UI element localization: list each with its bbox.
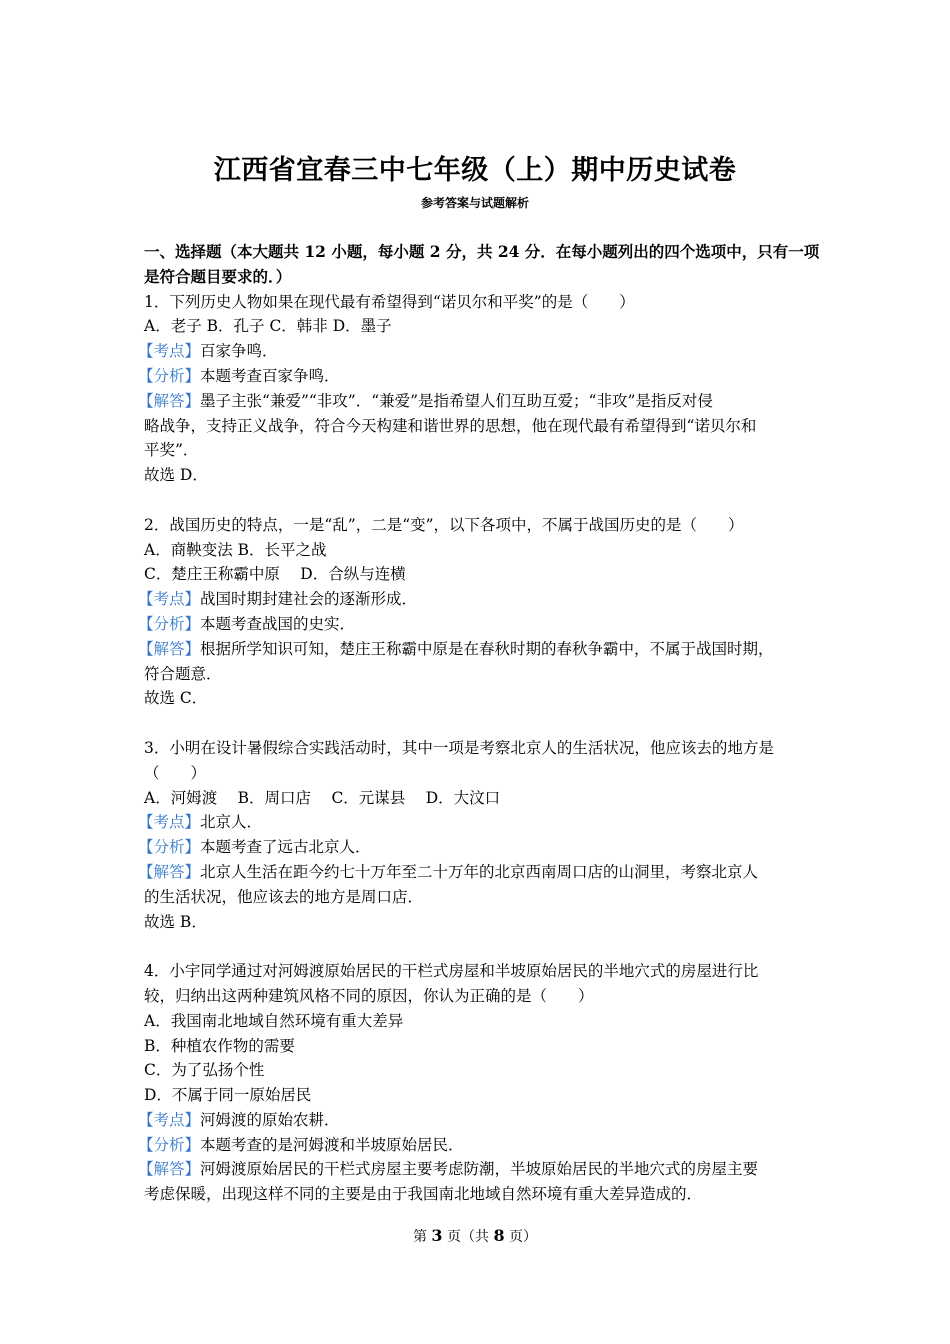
question-stem-continuation: 较，归纳出这两种建筑风格不同的原因，你认为正确的是（ ）	[144, 986, 594, 1005]
page-footer	[0, 1226, 950, 1246]
jieda-line	[138, 860, 808, 885]
jieda-continuation: 的生活状况，他应该去的地方是周口店．	[144, 887, 424, 906]
footer-suffix: 页）	[509, 1229, 538, 1245]
footer-prefix: 第	[412, 1229, 427, 1245]
fenxi-text: 本题考查战国的史实．	[200, 614, 356, 633]
kaodian-text: 战国时期封建社会的逐渐形成．	[200, 590, 418, 609]
question-option: A．我国南北地域自然环境有重大差异	[144, 1011, 404, 1030]
question-options: A．商鞅变法 B．长平之战	[144, 540, 327, 559]
jieda-continuation: 考虑保暖，出现这样不同的主要是由于我国南北地域自然环境有重大差异造成的．	[144, 1185, 703, 1204]
footer-page-number: 3	[431, 1226, 443, 1245]
jieda-label: 【解答】	[138, 1160, 201, 1179]
fenxi-line	[138, 1133, 808, 1158]
jieda-line	[138, 637, 808, 662]
jieda-label: 【解答】	[138, 862, 201, 881]
kaodian-label: 【考点】	[138, 342, 201, 361]
question-stem-continuation: （ ）	[144, 763, 207, 782]
jieda-line	[138, 1157, 808, 1182]
fenxi-label: 【分析】	[138, 366, 201, 385]
kaodian-text: 北京人．	[200, 813, 263, 832]
question-stem: 4．小宇同学通过对河姆渡原始居民的干栏式房屋和半坡原始居民的半地穴式的房屋进行比	[144, 962, 759, 981]
kaodian-label: 【考点】	[138, 813, 201, 832]
fenxi-label: 【分析】	[138, 838, 201, 857]
footer-middle: 页（共	[447, 1229, 489, 1245]
fenxi-line	[138, 364, 808, 389]
fenxi-text: 本题考查的是河姆渡和半坡原始居民．	[200, 1135, 464, 1154]
question-options: A．老子 B．孔子 C．韩非 D．墨子	[144, 317, 392, 336]
question-3	[138, 736, 808, 934]
question-2	[138, 513, 808, 711]
kaodian-text: 百家争鸣．	[200, 342, 278, 361]
fenxi-line	[138, 612, 808, 637]
answer-line: 故选 D．	[144, 466, 208, 485]
spacer	[144, 711, 808, 736]
section-heading-line-1: 一、选择题（本大题共 12 小题，每小题 2 分，共 24 分．在每小题列出的四个选项中，只有一项	[144, 242, 820, 261]
spacer	[144, 934, 808, 959]
kaodian-text: 河姆渡的原始农耕．	[200, 1110, 340, 1129]
jieda-line	[138, 389, 808, 414]
page-subtitle: 参考答案与试题解析	[420, 196, 529, 210]
spacer	[144, 488, 808, 513]
jieda-text: 河姆渡原始居民的干栏式房屋主要考虑防潮，半坡原始居民的半地穴式的房屋主要	[200, 1160, 759, 1179]
jieda-label: 【解答】	[138, 639, 201, 658]
question-option: C．为了弘扬个性	[144, 1061, 265, 1080]
jieda-continuation: 符合题意．	[144, 664, 222, 683]
kaodian-label: 【考点】	[138, 1110, 201, 1129]
question-option: D．不属于同一原始居民	[144, 1086, 312, 1105]
fenxi-line	[138, 835, 808, 860]
question-options: A．河姆渡 B．周口店 C．元谋县 D．大汶口	[144, 788, 501, 807]
question-stem: 2．战国历史的特点，一是“乱”，二是“变”，以下各项中，不属于战国历史的是（ ）	[144, 515, 744, 534]
jieda-label: 【解答】	[138, 391, 201, 410]
kaodian-line	[138, 1108, 808, 1133]
question-4	[138, 959, 808, 1207]
question-options: C．楚庄王称霸中原 D．合纵与连横	[144, 565, 406, 584]
kaodian-line	[138, 810, 808, 835]
jieda-continuation: 平奖”．	[144, 441, 199, 460]
answer-line: 故选 C．	[144, 689, 208, 708]
jieda-text: 墨子主张“兼爱”“非攻”．“兼爱”是指希望人们互助互爱；“非攻”是指反对侵	[200, 391, 713, 410]
kaodian-label: 【考点】	[138, 590, 201, 609]
question-option: B．种植农作物的需要	[144, 1036, 295, 1055]
section-heading-line-2: 是符合题目要求的．）	[144, 266, 292, 286]
fenxi-text: 本题考查百家争鸣．	[200, 366, 340, 385]
jieda-continuation: 略战争，支持正义战争，符合今天构建和谐世界的思想，他在现代最有希望得到“诺贝尔和	[144, 416, 757, 435]
document-body	[138, 240, 820, 1207]
kaodian-line	[138, 587, 808, 612]
question-stem: 1．下列历史人物如果在现代最有希望得到“诺贝尔和平奖”的是（ ）	[144, 292, 635, 311]
footer-total-pages: 8	[493, 1226, 505, 1245]
jieda-text: 北京人生活在距今约七十万年至二十万年的北京西南周口店的山洞里，考察北京人	[200, 862, 759, 881]
fenxi-label: 【分析】	[138, 1135, 201, 1154]
kaodian-line	[138, 339, 808, 364]
answer-line: 故选 B．	[144, 912, 207, 931]
fenxi-text: 本题考查了远古北京人．	[200, 838, 371, 857]
question-1	[138, 290, 808, 488]
jieda-text: 根据所学知识可知，楚庄王称霸中原是在春秋时期的春秋争霸中，不属于战国时期，	[200, 639, 774, 658]
fenxi-label: 【分析】	[138, 614, 201, 633]
page-title: 江西省宜春三中七年级（上）期中历史试卷	[213, 155, 737, 186]
question-stem: 3．小明在设计暑假综合实践活动时，其中一项是考察北京人的生活状况，他应该去的地方是	[144, 738, 774, 757]
